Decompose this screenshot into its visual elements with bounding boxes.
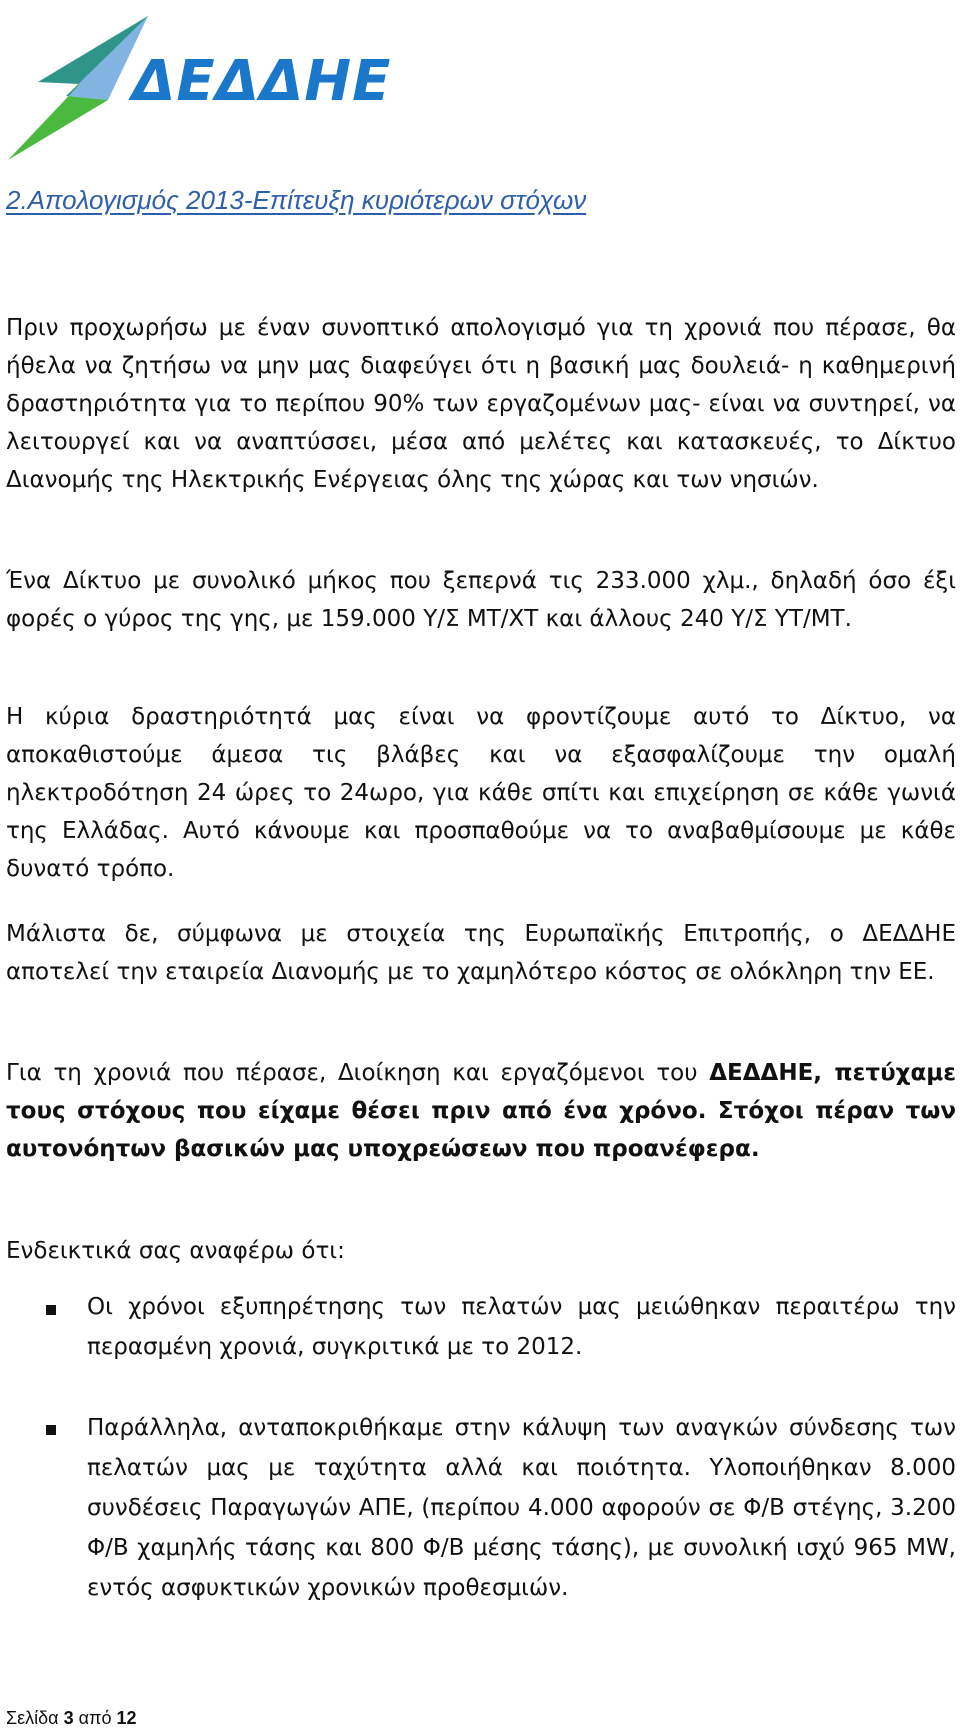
paragraph-goals (6, 1054, 956, 1168)
bullet-square-icon (46, 1305, 56, 1315)
paragraph-indicative: Ενδεικτικά σας αναφέρω ότι: (6, 1238, 345, 1264)
paragraph-eu-cost: Μάλιστα δε, σύμφωνα με στοιχεία της Ευρωπαϊκής Επιτροπής, ο ΔΕΔΔΗΕ αποτελεί την εταιρεία Διανομής με το χαμηλότερο κόστος σε ολόκληρη την ΕΕ. (6, 921, 956, 985)
list-item: Οι χρόνοι εξυπηρέτησης των πελατών μας μειώθηκαν περαιτέρω την περασμένη χρονιά, συγκριτικά με το 2012. (87, 1294, 956, 1360)
footer-page-word: Σελίδα (6, 1708, 59, 1728)
paragraph-goals-bold: ΔΕΔΔΗΕ, πετύχαμε τους στόχους που είχαμε θέσει πριν από ένα χρόνο. Στόχοι πέραν των αυτονόητων βασικών μας υποχρεώσεων που προανέφερα. (6, 1060, 956, 1162)
list-item: Παράλληλα, ανταποκριθήκαμε στην κάλυψη των αναγκών σύνδεσης των πελατών μας με ταχύτητα αλλά και ποιότητα. Υλοποιήθηκαν 8.000 συνδέσεις Παραγωγών ΑΠΕ, (περίπου 4.000 αφορούν σε Φ/Β στέγης, 3.200 Φ/Β χαμηλής τάσης και 800 Φ/Β μέσης τάσης), με συνολική ισχύ 965 MW, εντός ασφυκτικών χρονικών προθεσμιών. (87, 1415, 956, 1601)
footer-of-word: από (78, 1708, 112, 1728)
paragraph-network-length: Ένα Δίκτυο με συνολικό μήκος που ξεπερνά τις 233.000 χλμ., δηλαδή όσο έξι φορές ο γύρος της γης, με 159.000 Υ/Σ ΜΤ/ΧΤ και άλλους 240 Υ/Σ ΥΤ/ΜΤ. (6, 568, 956, 632)
paragraph-goals-plain: Για τη χρονιά που πέρασε, Διοίκηση και εργαζόμενοι του (6, 1060, 710, 1086)
page-footer (6, 1708, 137, 1729)
deddie-logo (8, 12, 392, 162)
footer-page-number: 3 (63, 1708, 74, 1728)
bullet-square-icon (46, 1425, 56, 1435)
footer-total-pages: 12 (116, 1708, 137, 1728)
paragraph-main-activity: Η κύρια δραστηριότητά μας είναι να φροντίζουμε αυτό το Δίκτυο, να αποκαθιστούμε άμεσα τις βλάβες και να εξασφαλίζουμε την ομαλή ηλεκτροδότηση 24 ώρες το 24ωρο, για κάθε σπίτι και επιχείρηση σε κάθε γωνιά της Ελλάδας. Αυτό κάνουμε και προσπαθούμε να το αναβαθμίσουμε με κάθε δυνατό τρόπο. (6, 704, 956, 882)
logo-brand-text: ΔΕΔΔΗΕ (132, 49, 392, 114)
section-heading: 2.Απολογισμός 2013-Επίτευξη κυριότερων στόχων (6, 185, 587, 215)
paragraph-intro: Πριν προχωρήσω με έναν συνοπτικό απολογισμό για τη χρονιά που πέρασε, θα ήθελα να ζητήσω να μην μας διαφεύγει ότι η βασική μας δουλειά- η καθημερινή δραστηριότητα για το περίπου 90% των εργαζομένων μας- είναι να συντηρεί, να λειτουργεί και να αναπτύσσει, μέσα από μελέτες και κατασκευές, το Δίκτυο Διανομής της Ηλεκτρικής Ενέργειας όλης της χώρας και των νησιών. (6, 315, 956, 493)
